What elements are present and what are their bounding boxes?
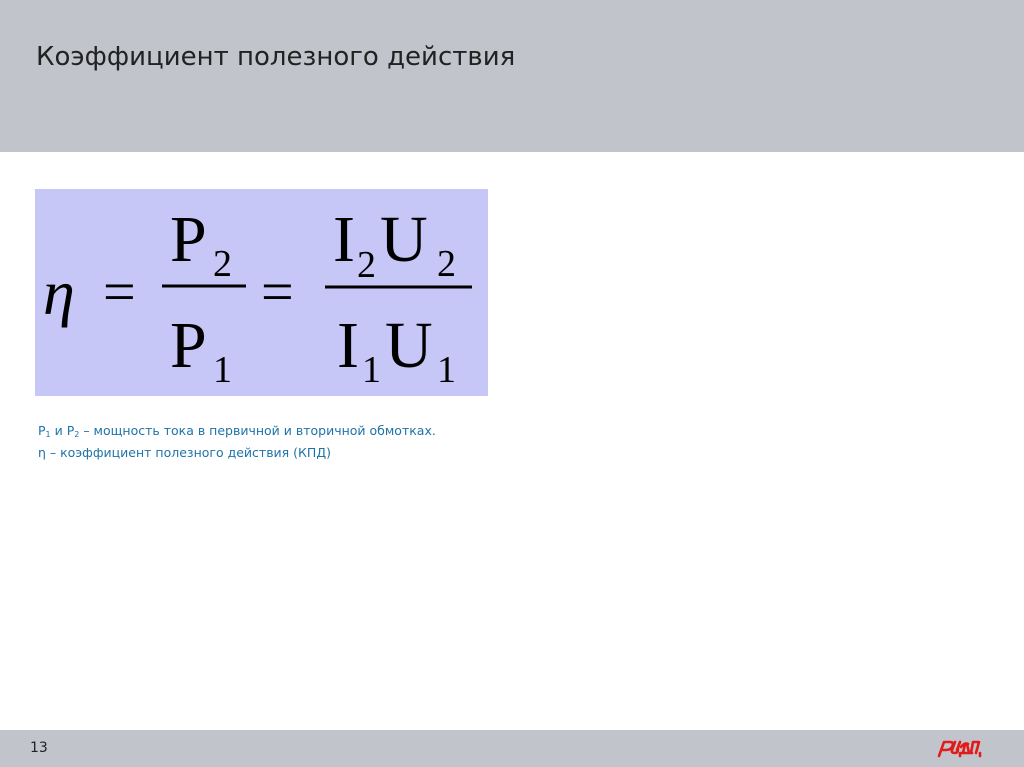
and-word: и	[50, 423, 67, 438]
formula-box	[35, 189, 488, 396]
page-number: 13	[30, 740, 48, 756]
p2-subscript: 2	[74, 430, 80, 439]
slide-title: Коэффициент полезного действия	[36, 42, 516, 72]
numerator-u-subscript: 2	[437, 243, 456, 285]
denominator-u-subscript: 1	[437, 349, 456, 391]
rzd-logo	[936, 736, 986, 760]
equals-sign-2: =	[261, 259, 294, 324]
footer-bar	[0, 730, 1024, 767]
eta-symbol: η	[43, 257, 75, 328]
equals-sign-1: =	[103, 259, 136, 324]
power-description: – мощность тока в первичной и вторичной обмотках.	[79, 423, 436, 438]
numerator-i-subscript: 2	[357, 244, 376, 286]
numerator-p-subscript: 2	[213, 243, 232, 285]
numerator-u: U	[380, 203, 428, 276]
numerator-p: P	[170, 203, 207, 276]
explanation-line-1	[38, 422, 436, 444]
explanation-line-2: η – коэффициент полезного действия (КПД)	[38, 445, 331, 460]
denominator-u: U	[385, 309, 433, 382]
p2-symbol: P	[66, 423, 75, 438]
denominator-p-subscript: 1	[213, 349, 232, 391]
formula-explanation	[38, 422, 436, 462]
denominator-i-subscript: 1	[362, 349, 381, 391]
numerator-i: I	[333, 203, 355, 276]
header-bar	[0, 0, 1024, 152]
efficiency-formula	[35, 189, 488, 396]
p1-symbol: P	[38, 423, 46, 438]
p1-subscript: 1	[45, 430, 51, 439]
denominator-p: P	[170, 309, 207, 382]
denominator-i: I	[337, 309, 359, 382]
